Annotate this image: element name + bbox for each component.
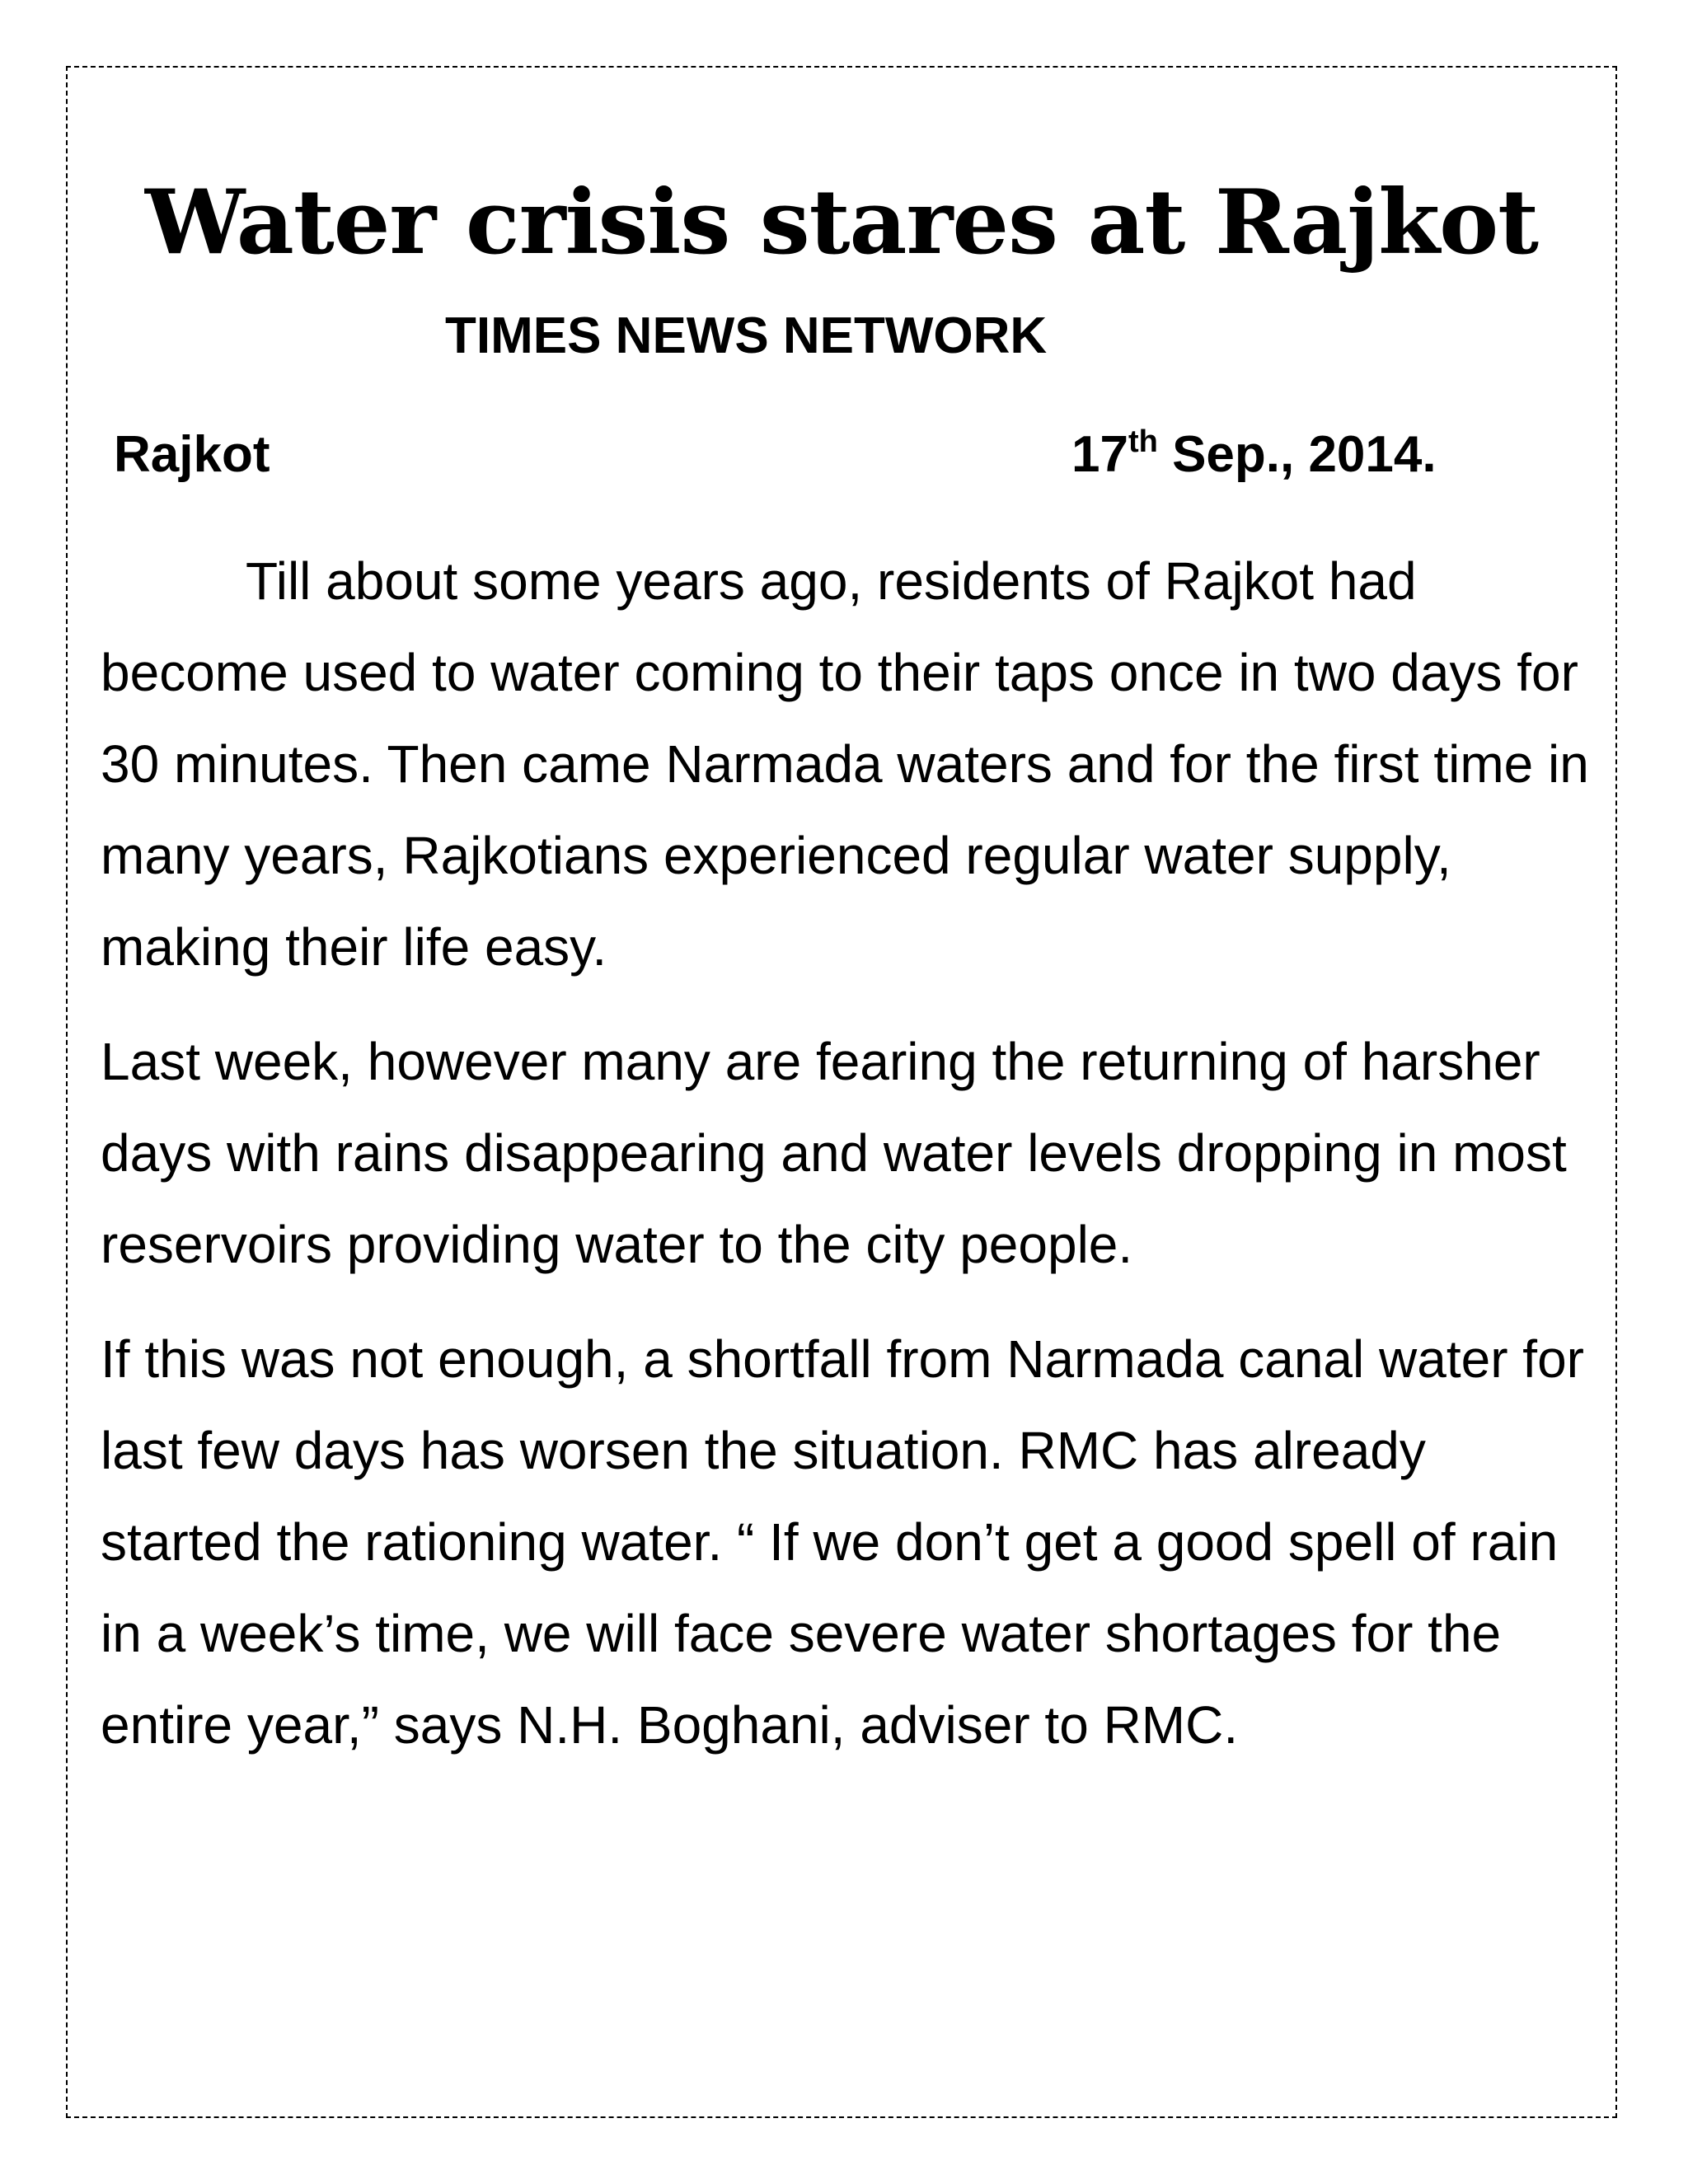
dateline-place: Rajkot [114, 426, 270, 483]
article-headline: Water crisis stares at Rajkot [144, 171, 1539, 274]
article-paragraph: Last week, however many are fearing the returning of harsher days with rains disappearing and water levels dropping in most reservoirs providing water to the city people. [101, 1032, 1567, 1274]
date-day: 17 [1071, 426, 1128, 483]
date-suffix: th [1128, 424, 1158, 459]
article-byline: TIMES NEWS NETWORK [445, 307, 1048, 364]
date-rest: Sep., 2014. [1157, 426, 1437, 483]
article-body [101, 536, 1601, 1794]
dateline-date [1071, 422, 1437, 488]
article-paragraph: If this was not enough, a shortfall from Narmada canal water for last few days has worsen the situation. RMC has already started the rationing water. “ If we don’t get a good spell of rain in a week’s time, we will face severe water shortages for the entire year,” says N.H. Boghani, adviser to RMC. [101, 1329, 1584, 1755]
article-paragraph: Till about some years ago, residents of Rajkot had become used to water coming to their taps once in two days for 30 minutes. Then came Narmada waters and for the first time in many years, Rajkotians experienced regular water supply, making their life easy. [101, 551, 1589, 977]
